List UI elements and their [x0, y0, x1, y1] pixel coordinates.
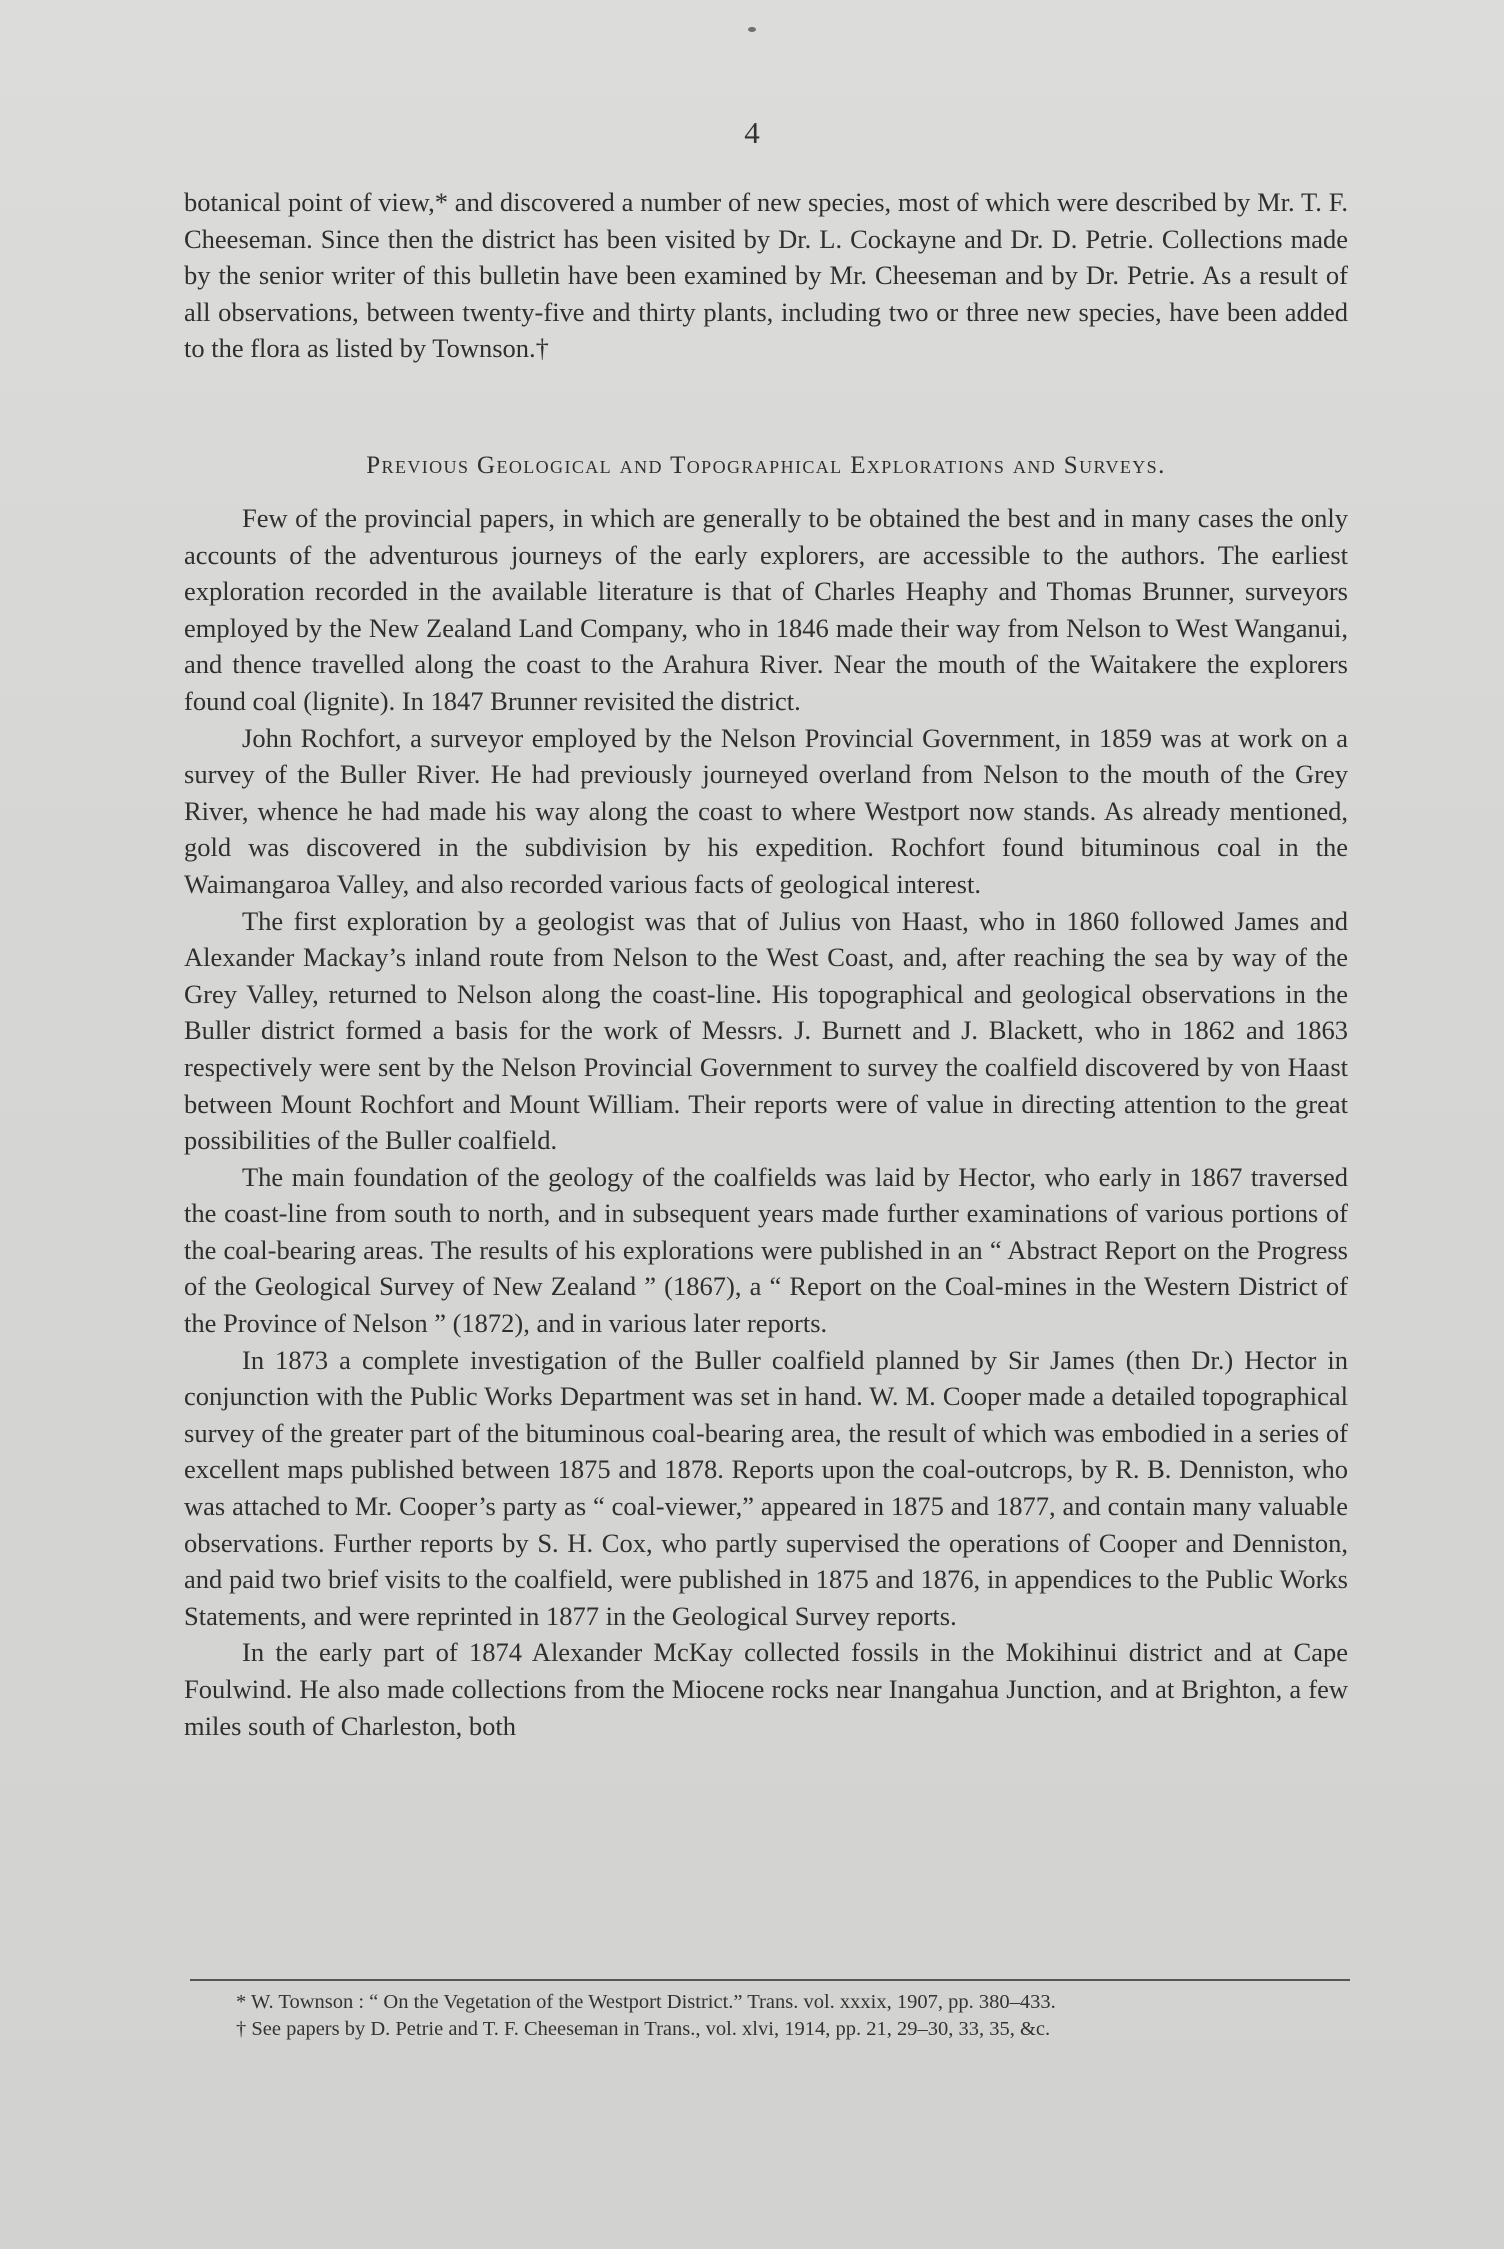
body-paragraph: In 1873 a complete investigation of the Buller coalfield planned by Sir James (then Dr.) Hector in conjunction with the Public Works Department was set in hand. W. M. Cooper made a detailed topographical survey of the greater part of the bituminous coal-bearing area, the result of which was embodied in a series of excellent maps published between 1875 and 1878. Reports upon the coal-outcrops, by R. B. Denniston, who was attached to Mr. Cooper’s party as “ coal-viewer,” appeared in 1875 and 1877, and contain many valuable observations. Further reports by S. H. Cox, who partly supervised the operations of Cooper and Denniston, and paid two brief visits to the coalfield, were published in 1875 and 1876, in appendices to the Public Works Statements, and were reprinted in 1877 in the Geological Survey reports. [184, 1344, 1348, 1631]
body-paragraph: Few of the provincial papers, in which are generally to be obtained the best and in many cases the only accounts of the adventurous journeys of the early explorers, are accessible to the authors. The earliest exploration recorded in the available literature is that of Charles Heaphy and Thomas Brunner, surveyors employed by the New Zealand Land Company, who in 1846 made their way from Nelson to West Wanganui, and thence travelled along the coast to the Arahura River. Near the mouth of the Waitakere the explorers found coal (lignite). In 1847 Brunner revisited the district. [184, 503, 1348, 716]
body-paragraph: The main foundation of the geology of the coalfields was laid by Hector, who early in 1867 traversed the coast-line from south to north, and in subsequent years made further examinations of various portions of the coal-bearing areas. The results of his explorations were published in an “ Abstract Report on the Progress of the Geological Survey of New Zealand ” (1867), a “ Report on the Coal-mines in the Western District of the Province of Nelson ” (1872), and in various later reports. [184, 1161, 1348, 1339]
body-paragraph: In the early part of 1874 Alexander McKay collected fossils in the Mokihinui district and at Cape Foulwind. He also made collections from the Miocene rocks near Inangahua Junction, and at Brighton, a few miles south of Charleston, both [184, 1637, 1348, 1741]
page-number: 4 [744, 115, 760, 150]
body-paragraph: The first exploration by a geologist was that of Julius von Haast, who in 1860 followed James and Alexander Mackay’s inland route from Nelson to the West Coast, and, after reaching the sea by way of the Grey Valley, returned to Nelson along the coast-line. His topographical and geological observations in the Buller district formed a basis for the work of Messrs. J. Burnett and J. Blackett, who in 1862 and 1863 respectively were sent by the Nelson Provincial Government to survey the coalfield discovered by von Haast between Mount Rochfort and Mount William. Their reports were of value in directing attention to the great possibilities of the Buller coalfield. [184, 905, 1348, 1156]
body-paragraph: John Rochfort, a surveyor employed by the Nelson Provincial Government, in 1859 was at work on a survey of the Buller River. He had previously journeyed overland from Nelson to the mouth of the Grey River, whence he had made his way along the coast to where Westport now stands. As already mentioned, gold was discovered in the subdivision by his expedition. Rochfort found bituminous coal in the Waimangaroa Valley, and also recorded various facts of geological interest. [184, 722, 1348, 899]
intro-block [184, 184, 1348, 367]
footnotes [236, 1989, 1346, 2043]
section-heading: Previous Geological and Topographical Explorations and Surveys. [366, 452, 1166, 479]
footnote: † See papers by D. Petrie and T. F. Cheeseman in Trans., vol. xlvi, 1914, pp. 21, 29–30, 33, 35, &c. [236, 2018, 1051, 2040]
footnote-rule [190, 1979, 1350, 1981]
intro-paragraph: botanical point of view,* and discovered a number of new species, most of which were described by Mr. T. F. Cheeseman. Since then the district has been visited by Dr. L. Cockayne and Dr. D. Petrie. Collections made by the senior writer of this bulletin have been examined by Mr. Cheeseman and by Dr. Petrie. As a result of all observations, between twenty-five and thirty plants, including two or three new species, have been added to the flora as listed by Townson.† [184, 187, 1348, 364]
print-speck [748, 27, 756, 32]
footnote: * W. Townson : “ On the Vegetation of the Westport District.” Trans. vol. xxxix, 1907, pp. 380–433. [236, 1991, 1056, 2013]
section-body [184, 500, 1348, 1744]
